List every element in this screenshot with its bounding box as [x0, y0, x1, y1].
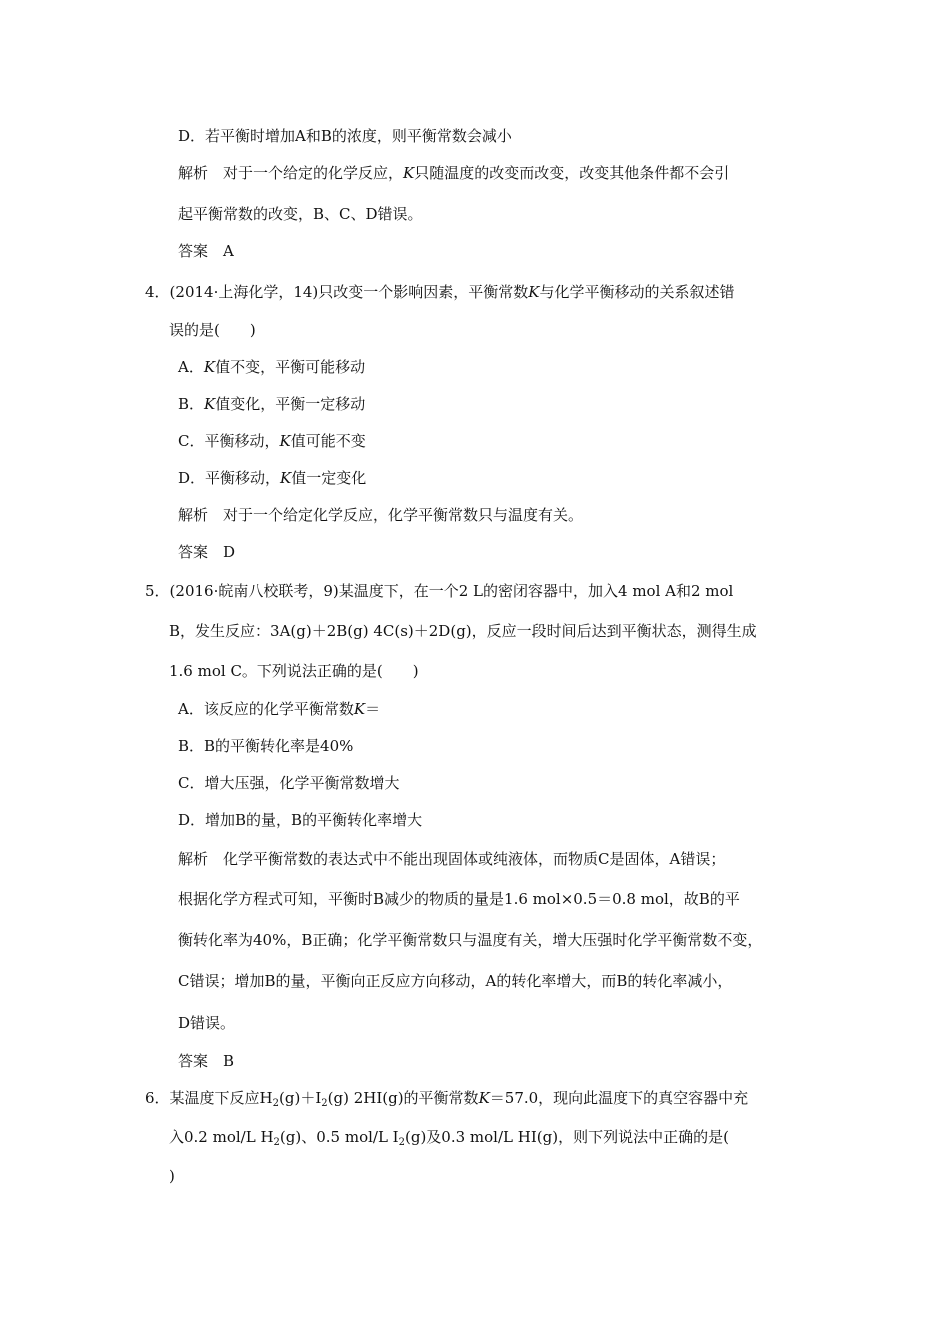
- q4-option-b: B．K值变化，平衡一定移动: [178, 395, 366, 413]
- k-symbol: K: [478, 1089, 490, 1107]
- q3-analysis-line-2: 起平衡常数的改变，B、C、D错误。: [178, 205, 423, 223]
- k-symbol: K: [204, 395, 216, 413]
- k-symbol: K: [403, 164, 415, 182]
- k-symbol: K: [280, 469, 292, 487]
- q4-stem-line-1: 4．(2014·上海化学，14)只改变一个影响因素，平衡常数K与化学平衡移动的关系叙述错: [145, 283, 735, 301]
- q5-stem-line-1: 5．(2016·皖南八校联考，9)某温度下，在一个2 L的密闭容器中，加入4 mol A和2 mol: [145, 582, 734, 600]
- q6-stem-line-1: 6．某温度下反应$H_2(g)+I_2(g)$ 2HI(g)的平衡常数K＝57.0，现向此温度下的真空容器中充: [145, 1089, 749, 1109]
- q5-analysis-line-2: 根据化学方程式可知，平衡时B减少的物质的量是1.6 mol×0.5＝0.8 mol，故B的平: [178, 890, 740, 908]
- q4-analysis: 解析 对于一个给定化学反应，化学平衡常数只与温度有关。: [178, 506, 584, 524]
- q5-stem-line-3: 1.6 mol C。下列说法正确的是( ): [169, 662, 419, 680]
- q5-analysis-line-1: 解析 化学平衡常数的表达式中不能出现固体或纯液体，而物质C是固体，A错误；: [178, 850, 726, 868]
- q5-option-b: B．B的平衡转化率是40%: [178, 737, 354, 755]
- k-symbol: K: [528, 283, 540, 301]
- q5-analysis-line-4: C错误；增加B的量，平衡向正反应方向移动，A的转化率增大，而B的转化率减小，: [178, 972, 733, 990]
- q3-analysis-line-1: 解析 对于一个给定的化学反应，K只随温度的改变而改变，改变其他条件都不会引: [178, 164, 730, 182]
- k-symbol: K: [279, 432, 291, 450]
- q4-option-d: D．平衡移动，K值一定变化: [178, 469, 367, 487]
- q5-option-d: D．增加B的量，B的平衡转化率增大: [178, 811, 423, 829]
- q5-analysis-line-5: D错误。: [178, 1014, 236, 1032]
- q4-option-a: A．K值不变，平衡可能移动: [178, 358, 366, 376]
- q5-stem-line-2: B，发生反应：3A(g)＋2B(g) 4C(s)＋2D(g)，反应一段时间后达到平衡状态，测得生成: [169, 622, 757, 640]
- q4-option-c: C．平衡移动，K值可能不变: [178, 432, 366, 450]
- q5-answer: 答案 B: [178, 1052, 235, 1070]
- q3-option-d: D．若平衡时增加A和B的浓度，则平衡常数会减小: [178, 127, 512, 145]
- q3-answer: 答案 A: [178, 242, 234, 260]
- q4-stem-line-2: 误的是( ): [169, 321, 256, 339]
- q6-stem-line-2: 入0.2 mol/L $H_2(g)$、0.5 mol/L $I_2(g)$及0.3 mol/L HI(g)，则下列说法中正确的是(: [169, 1128, 729, 1148]
- q5-analysis-line-3: 衡转化率为40%，B正确；化学平衡常数只与温度有关，增大压强时化学平衡常数不变，: [178, 931, 763, 949]
- k-symbol: K: [203, 358, 216, 376]
- q5-option-c: C．增大压强，化学平衡常数增大: [178, 774, 400, 792]
- q4-answer: 答案 D: [178, 543, 236, 561]
- q6-stem-line-3: ): [169, 1167, 175, 1185]
- q5-option-a: A．该反应的化学平衡常数K＝: [178, 700, 381, 718]
- k-symbol: K: [353, 700, 366, 718]
